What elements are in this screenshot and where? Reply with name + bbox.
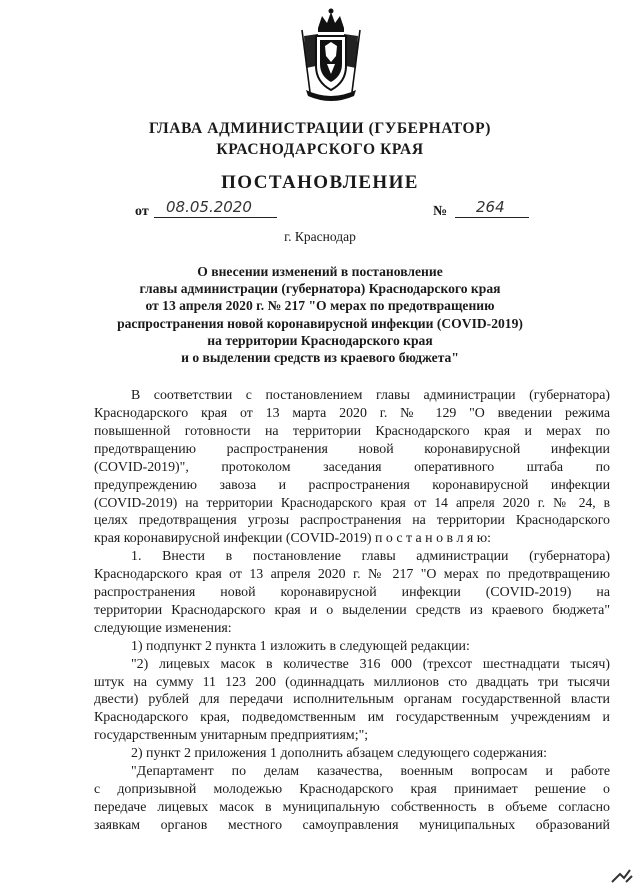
body-line: с допризывной молодежью Краснодарского края принимает решение о xyxy=(94,781,610,797)
body-line: следующие изменения: xyxy=(94,620,232,636)
body-line: предупреждению завоза и распространения коронавирусной инфекции xyxy=(94,477,610,493)
subject-line: и о выделении средств из краевого бюджета" xyxy=(181,350,459,366)
subject-line: на территории Краснодарского края xyxy=(207,332,433,348)
body-line: распространения новой коронавирусной инфекции (COVID-2019) на xyxy=(94,584,610,600)
body-line: предотвращению распространения новой коронавирусной инфекции xyxy=(94,441,610,457)
number-underline xyxy=(455,217,529,218)
body-line: В соответствии с постановлением главы администрации (губернатора) xyxy=(131,388,610,403)
document-type-title: ПОСТАНОВЛЕНИЕ xyxy=(221,172,419,193)
body-line: "2) лицевых масок в количестве 316 000 (трехсот шестнадцати тысяч) xyxy=(131,656,610,672)
body-line: Краснодарского края от 13 марта 2020 г. № 129 "О введении режима xyxy=(94,405,610,421)
subject-line: О внесении изменений в постановление xyxy=(197,264,443,279)
number-prefix: № xyxy=(433,204,448,219)
body-line: "Департамент по делам казачества, военным вопросам и работе xyxy=(131,764,610,780)
body-line: штук на сумму 11 123 200 (одиннадцать миллионов сто двадцать три тысячи xyxy=(94,674,610,690)
subject-line: распространения новой коронавирусной инфекции (COVID-2019) xyxy=(117,315,523,331)
document-body xyxy=(94,387,610,835)
scan-mark-icon xyxy=(606,852,636,886)
body-line: края коронавирусной инфекции (COVID-2019) п о с т а н о в л я ю: xyxy=(94,531,492,547)
body-line: повышенной готовности на территории Краснодарского края и мерах по xyxy=(94,423,610,439)
body-line: 2) пункт 2 приложения 1 дополнить абзацем следующего содержания: xyxy=(131,746,547,762)
coat-of-arms-emblem xyxy=(296,6,366,102)
organization-name-line2: КРАСНОДАРСКОГО КРАЯ xyxy=(216,141,424,158)
subject-line: главы администрации (губернатора) Краснодарского края xyxy=(139,281,501,297)
body-line: передаче лицевых масок в муниципальную собственность в объеме согласно xyxy=(94,799,610,815)
body-line: Краснодарского края, подведомственным им государственным учреждениям и xyxy=(94,710,610,726)
subject-line: от 13 апреля 2020 г. № 217 "О мерах по предотвращению xyxy=(145,298,495,314)
body-line: государственным унитарным предприятиям;"; xyxy=(94,728,369,744)
body-line: двести) рублей для передачи исполнительным органам государственной власти xyxy=(94,692,610,708)
body-line: 1. Внести в постановление главы администрации (губернатора) xyxy=(131,549,610,565)
body-line: заявкам органов местного самоуправления муниципальных образований xyxy=(94,817,610,833)
body-line: (COVID-2019)", протоколом заседания оперативного штаба по xyxy=(94,459,610,475)
organization-name-line1: ГЛАВА АДМИНИСТРАЦИИ (ГУБЕРНАТОР) xyxy=(149,120,491,137)
body-line: территории Краснодарского края и о выделении средств из краевого бюджета" xyxy=(94,602,610,618)
body-line: целях предотвращения угрозы распространения на территории Краснодарского xyxy=(94,513,610,529)
date-prefix: от xyxy=(135,204,149,219)
date-value: 08.05.2020 xyxy=(166,198,252,216)
date-underline xyxy=(154,217,277,218)
body-line: 1) подпункт 2 пункта 1 изложить в следующей редакции: xyxy=(131,638,470,654)
body-line: Краснодарского края от 13 апреля 2020 г. № 217 "О мерах по предотвращению xyxy=(94,567,610,583)
city-name: г. Краснодар xyxy=(284,229,356,244)
number-value: 264 xyxy=(476,198,505,216)
document-subject xyxy=(0,263,640,366)
body-line: (COVID-2019) на территории Краснодарского края от 14 апреля 2020 г. № 24, в xyxy=(94,495,610,511)
